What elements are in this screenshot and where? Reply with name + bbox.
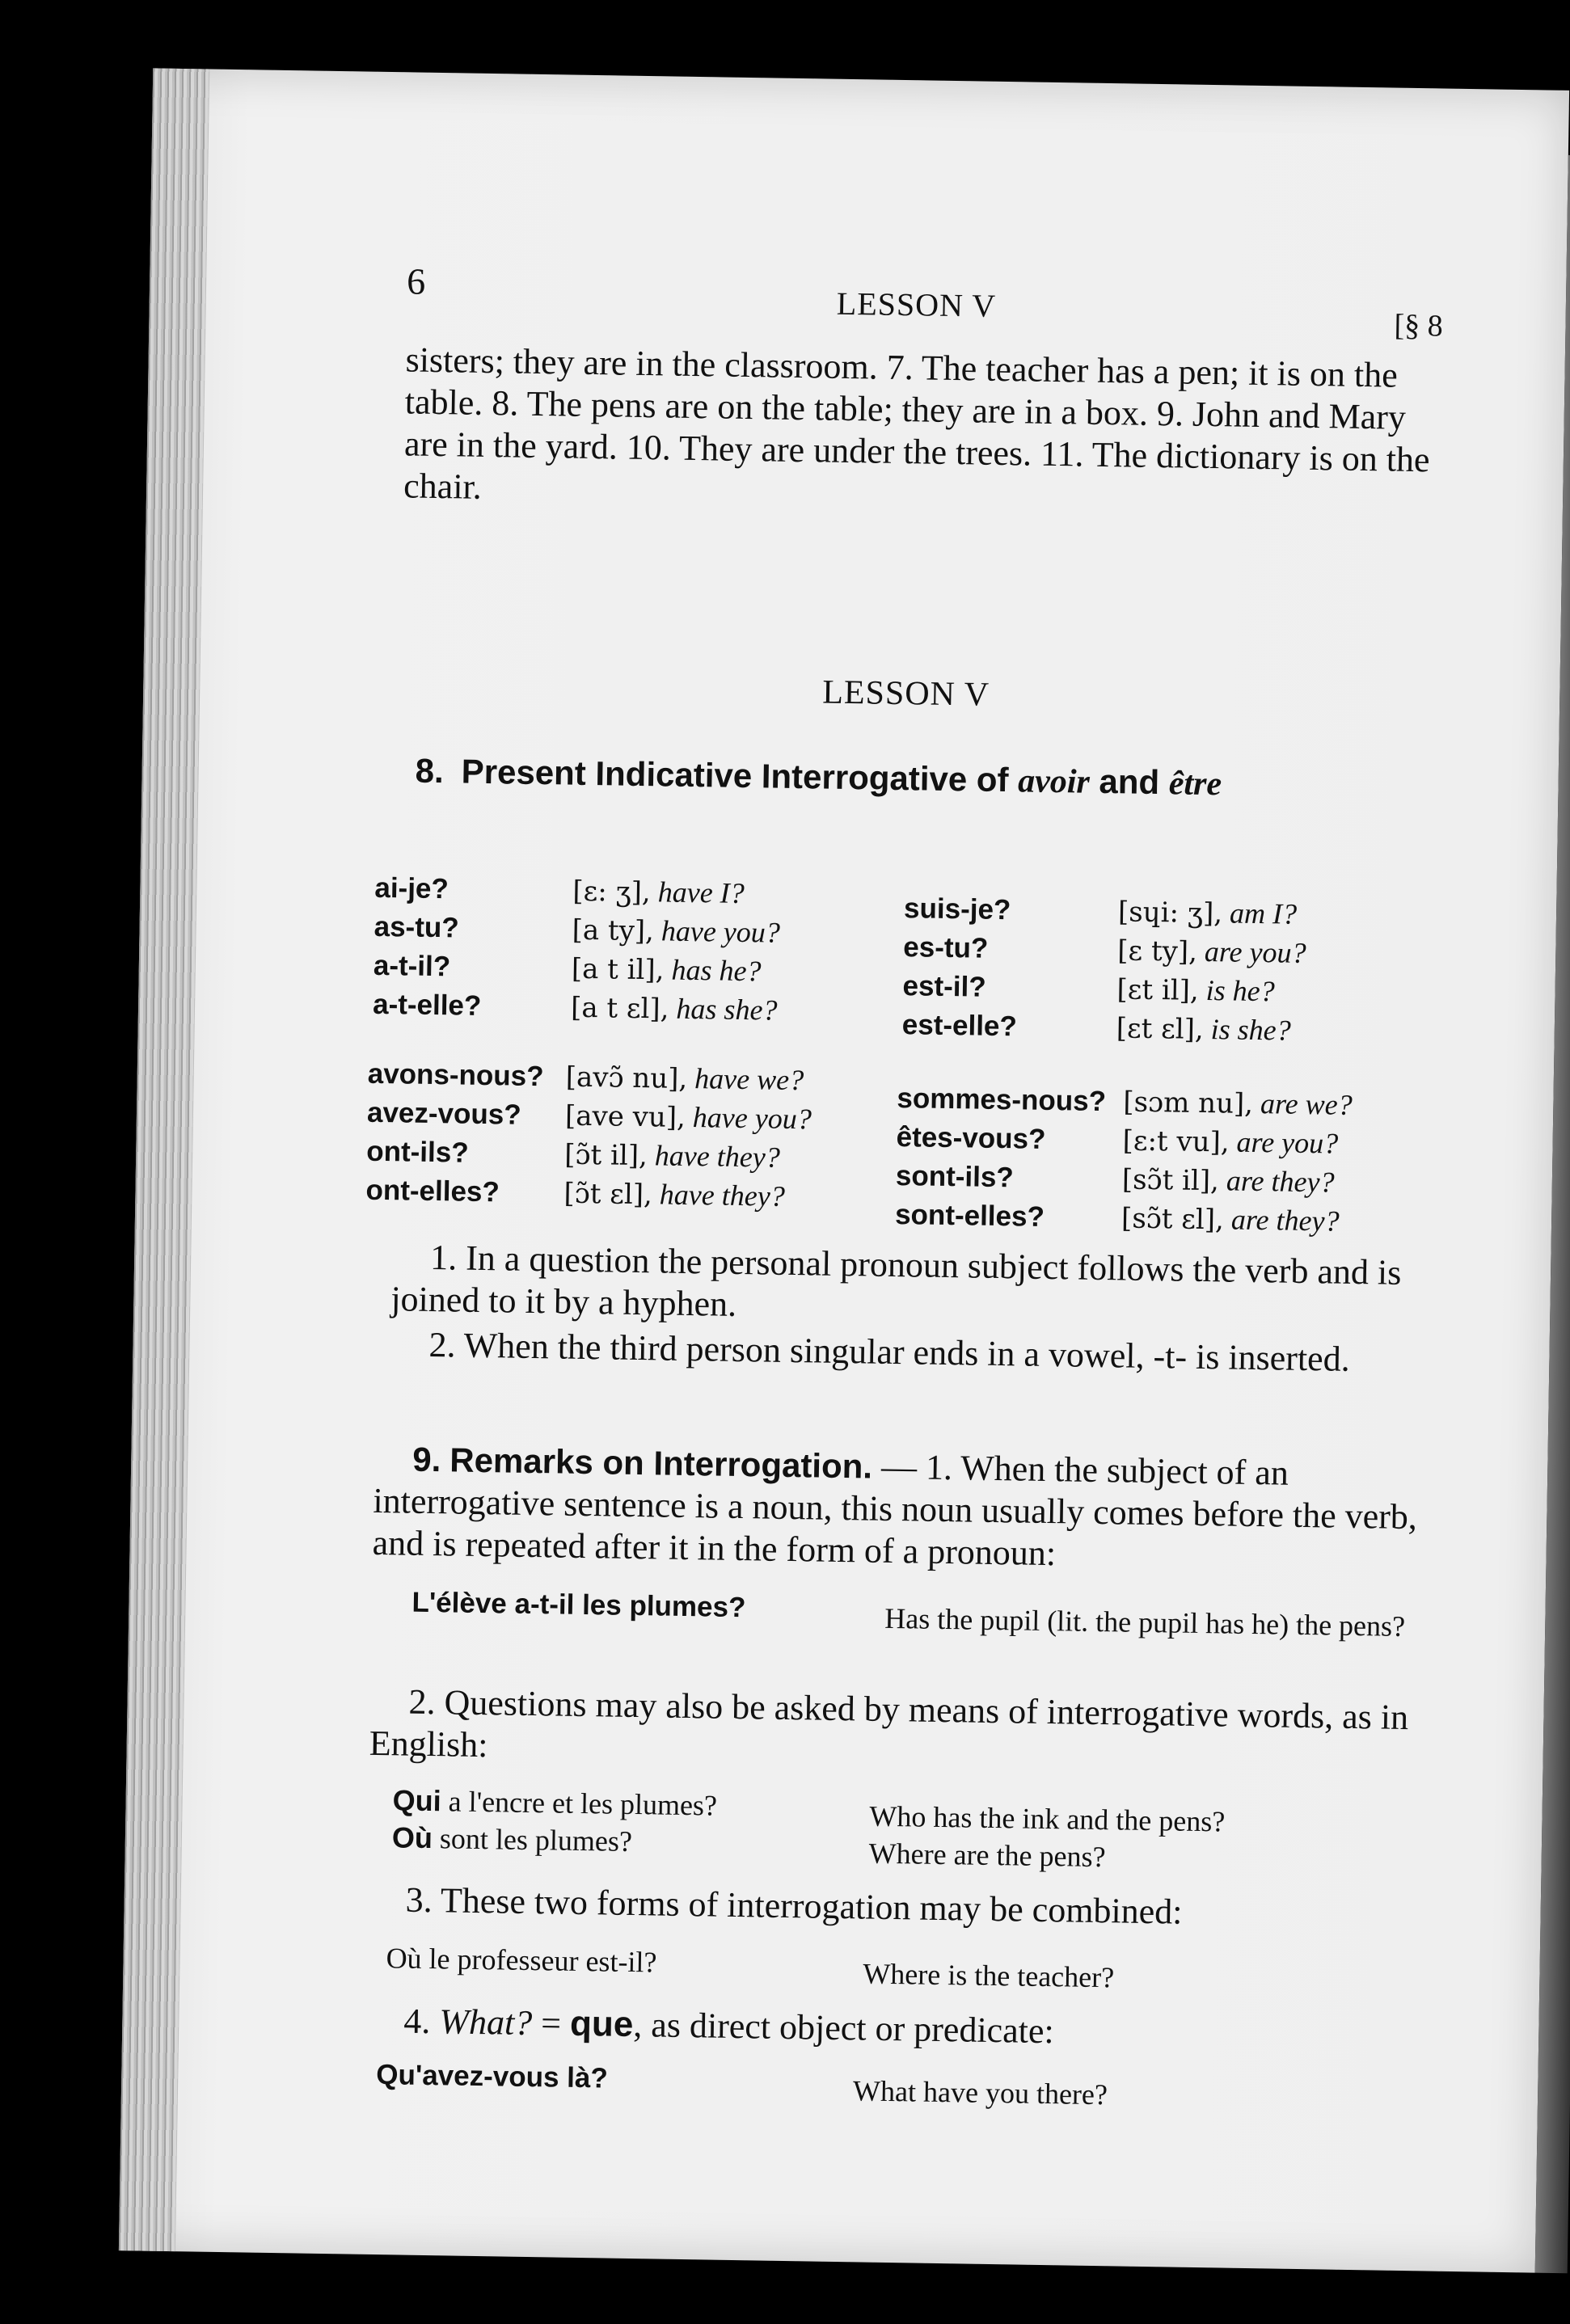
verb-form: êtes-vous?: [896, 1121, 1046, 1155]
conj-row: [897, 1078, 1353, 1124]
section-9-heading: Remarks on Interrogation.: [449, 1440, 873, 1486]
example-line: Where are the pens?: [868, 1837, 1106, 1874]
ipa: [ɛ ty],: [1116, 934, 1198, 968]
gloss: have we?: [694, 1062, 804, 1097]
lesson-title: LESSON V: [821, 673, 990, 714]
conj-row: [374, 907, 780, 952]
section-number: 8.: [415, 751, 445, 791]
etre-singular-table: [901, 888, 1306, 1050]
conj-row: [373, 985, 779, 1030]
verb-form: est-elle?: [901, 1009, 1018, 1043]
ipa: [a t il],: [571, 952, 665, 987]
etre-plural-table: [895, 1078, 1353, 1241]
avoir-plural-table: [365, 1054, 812, 1217]
example-rest: sont les plumes?: [432, 1822, 633, 1858]
gloss: has he?: [671, 953, 762, 988]
ipa: [sɥi: ʒ],: [1117, 896, 1223, 930]
gloss: have they?: [659, 1178, 786, 1213]
verb-form: avons-nous?: [367, 1057, 544, 1093]
book-spine: [119, 68, 209, 2251]
point-4-equals: =: [531, 2003, 571, 2044]
conj-row: [367, 1054, 812, 1100]
conj-row: [896, 1156, 1352, 1202]
example-line: [392, 1782, 717, 1824]
heading-text: Present Indicative Interrogative of: [461, 752, 1009, 799]
section-reference: [§ 8: [1394, 308, 1443, 344]
verb-avoir: avoir: [1017, 762, 1091, 801]
point-2: 2. Questions may also be asked by means of interrogative words, as in English:: [369, 1681, 1409, 1765]
conj-row: [365, 1170, 810, 1217]
example-line: Who has the ink and the pens?: [869, 1799, 1226, 1838]
ipa: [ɛt ɛl],: [1116, 1012, 1205, 1046]
gloss: are you?: [1236, 1125, 1339, 1160]
point-4-number: 4.: [403, 2001, 431, 2042]
ipa: [a t ɛl],: [570, 991, 669, 1026]
avoir-singular-table: [373, 868, 781, 1030]
book-page: [119, 68, 1569, 2272]
point-4-what: What?: [439, 2001, 533, 2044]
point-4: [365, 2000, 1441, 2059]
example-3-french: Où le professeur est-il?: [386, 1942, 657, 1979]
ipa: [ave vu],: [564, 1099, 686, 1134]
ipa: [avɔ̃ nu],: [565, 1061, 688, 1095]
page-number: 6: [406, 260, 426, 302]
verb-form: ont-ils?: [365, 1135, 469, 1169]
point-4-que: que: [569, 2003, 634, 2045]
verb-form: as-tu?: [374, 910, 459, 944]
example-line: [392, 1819, 717, 1861]
running-title: LESSON V: [836, 285, 997, 324]
carryover-paragraph: sisters; they are in the classroom. 7. The teacher has a pen; it is on the table. 8. The pens are on the table; they are in a box. 9. John and Mary are in the yard. 10. They are under the trees. 11. The dictionary is on the chair.: [403, 340, 1430, 507]
ipa: [sɔm nu],: [1123, 1086, 1254, 1120]
gloss: have I?: [657, 875, 745, 910]
conj-row: [901, 1005, 1305, 1050]
point-3: 3. These two forms of interrogation may be combined:: [405, 1879, 1183, 1932]
ipa: [ɔ̃t ɛl],: [563, 1177, 653, 1212]
example-1-english: Has the pupil (lit. the pupil has he) the pens?: [884, 1601, 1406, 1643]
gloss: are we?: [1260, 1087, 1353, 1121]
ipa: [ɛt il],: [1116, 973, 1200, 1007]
conj-row: [367, 1093, 812, 1139]
example-2-french: [392, 1782, 718, 1861]
verb-form: sont-elles?: [894, 1199, 1045, 1233]
gloss: are you?: [1204, 934, 1306, 969]
conj-row: [896, 1117, 1352, 1163]
gloss: is she?: [1210, 1013, 1292, 1047]
point-4-rest: , as direct object or predicate:: [632, 2005, 1055, 2052]
example-1-french: L'élève a-t-il les plumes?: [411, 1586, 746, 1624]
ipa: [ɔ̃t il],: [563, 1138, 648, 1173]
conj-row: [903, 927, 1306, 972]
gloss: are they?: [1230, 1203, 1340, 1238]
example-2-english: [868, 1798, 1225, 1878]
conj-row: [904, 888, 1307, 934]
verb-form: avez-vous?: [366, 1096, 521, 1131]
gloss: have you?: [660, 914, 781, 949]
interrogative-word: Où: [391, 1820, 433, 1855]
page-edge-shadow: [1535, 155, 1570, 2273]
ipa: [sɔ̃t il],: [1121, 1163, 1220, 1198]
conj-row: [374, 946, 780, 991]
conj-row: [895, 1195, 1351, 1241]
heading-and: and: [1099, 761, 1160, 802]
verb-form: ai-je?: [374, 871, 449, 905]
verb-form: a-t-il?: [373, 949, 451, 983]
verb-form: es-tu?: [903, 931, 989, 964]
verb-etre: être: [1168, 765, 1222, 803]
gloss: has she?: [676, 992, 778, 1027]
interrogative-word: Qui: [392, 1783, 442, 1818]
verb-form: a-t-elle?: [372, 988, 482, 1022]
page-header: [149, 255, 1566, 343]
ipa: [sɔ̃t ɛl],: [1121, 1202, 1225, 1237]
verb-form: sommes-nous?: [897, 1082, 1107, 1118]
rule-2: 2. When the third person singular ends in a vowel, -t- is inserted.: [428, 1324, 1351, 1379]
verb-form: ont-elles?: [365, 1174, 500, 1208]
ipa: [ɛ:t vu],: [1122, 1124, 1230, 1159]
gloss: are they?: [1226, 1164, 1335, 1199]
example-4-french: Qu'avez-vous là?: [376, 2059, 609, 2094]
gloss: is he?: [1205, 974, 1276, 1008]
verb-form: sont-ils?: [895, 1160, 1015, 1194]
example-rest: a l'encre et les plumes?: [441, 1785, 718, 1822]
conj-row: [902, 966, 1306, 1011]
verb-form: suis-je?: [903, 892, 1011, 926]
section-9-text: — 1. When the subject of an interrogative sentence is a noun, this noun usually comes before the verb, and is repeated after it in the form of a pronoun:: [372, 1446, 1418, 1574]
gloss: have they?: [654, 1139, 781, 1174]
gloss: am I?: [1229, 896, 1298, 930]
example-4-english: What have you there?: [852, 2074, 1108, 2111]
ipa: [ɛ: ʒ],: [572, 875, 652, 909]
section-9-paragraph: [372, 1438, 1449, 1581]
example-3-english: Where is the teacher?: [863, 1957, 1115, 1994]
conj-row: [366, 1132, 811, 1178]
section-9-number: 9.: [411, 1440, 441, 1479]
conj-row: [374, 868, 781, 913]
verb-form: est-il?: [902, 970, 986, 1003]
gloss: have you?: [692, 1101, 812, 1136]
section-8-heading: [415, 752, 1222, 804]
ipa: [a ty],: [572, 913, 655, 948]
rule-1: 1. In a question the personal pronoun subject follows the verb and is joined to it by a hyphen.: [390, 1237, 1402, 1324]
